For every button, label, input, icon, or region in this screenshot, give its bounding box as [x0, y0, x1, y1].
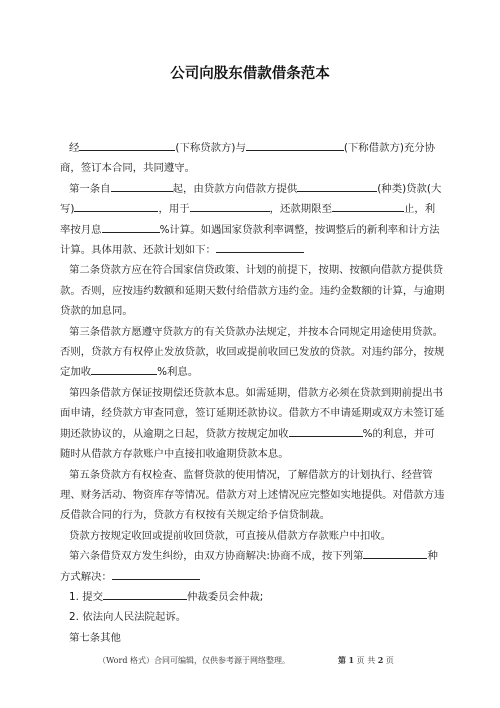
- blank-line: [79, 138, 175, 151]
- document-title: 公司向股东借款借条范本: [170, 66, 330, 82]
- blank-line: [190, 199, 270, 212]
- text-run: (下称贷款方)与: [175, 142, 246, 154]
- blank-line: [103, 587, 187, 600]
- paragraph-intro: [60, 138, 445, 179]
- text-run: %的利息，并可随时从借款方存款账户中直接扣收逾期贷款本息。: [60, 427, 435, 461]
- total-pages: 2: [377, 655, 384, 665]
- blank-line: [112, 567, 200, 580]
- blank-line: [91, 362, 157, 375]
- paragraph-article-1: [60, 179, 445, 261]
- text-run: 仲裁委员会仲裁;: [187, 590, 264, 603]
- paragraph-article-2: 第二条贷款方应在符合国家信贷政策、计划的前提下，按期、按额向借款方提供贷款。否则，应按违约数额和延期天数付给借款方违约金。违约金数额的计算，与逾期贷款的加息同。: [60, 264, 445, 318]
- text-run: 1. 提交: [69, 590, 103, 603]
- text-run: 经: [69, 142, 80, 154]
- blank-line: [363, 546, 427, 559]
- list-item-arbitration: [60, 587, 445, 607]
- page-suffix: 页: [385, 656, 394, 665]
- text-run: 第四条借款方保证按期偿还贷款本息。如需延期，借款方必须在贷款到期前提出书面申请，经贷款方审查同意，签订延期还款协议。借款方不申请延期或双方未签订延期还款协议的，从逾期之日起，贷款方按规定加收: [60, 386, 445, 440]
- blank-line: [289, 424, 363, 437]
- blank-line: [102, 220, 160, 233]
- page-number: [338, 655, 394, 666]
- text-run: ，用于: [158, 203, 190, 216]
- page-prefix: 第: [338, 655, 346, 665]
- document-body: [60, 138, 445, 648]
- paragraph-article-3: [60, 322, 445, 383]
- current-page: 1: [348, 655, 355, 665]
- text-run: (下称借款方)充分协商，签订本合同，共同遵守。: [60, 142, 436, 175]
- blank-line: [111, 179, 173, 192]
- page-mid: 页 共: [356, 656, 376, 665]
- paragraph-article-5: 第五条贷款方有权检查、监督贷款的使用情况，了解借款方的计划执行、经营管理、财务活动、物资库存等情况。借款方对上述情况应完整如实地提供。对借款方违反借款合同的行为，贷款方有权按有关规定给予信贷制裁。: [60, 468, 445, 522]
- paragraph-article-4: [60, 383, 445, 465]
- text-run: 起，由贷款方向借款方提供: [172, 182, 298, 195]
- paragraph-recovery: 贷款方按规定收回或提前收回贷款，可直接从借款方存款账户中扣收。: [69, 529, 392, 542]
- text-run: (种类)贷款(大写): [60, 182, 442, 216]
- text-run: 止，利率按月息: [60, 203, 436, 236]
- text-run: 种方式解决：: [60, 550, 438, 583]
- text-run: 第六条借贷双方发生纠纷，由双方协商解决:协商不成，按下列第: [69, 550, 364, 563]
- paragraph-article-7: 第七条其他: [69, 631, 121, 644]
- text-run: %利息。: [157, 366, 199, 379]
- blank-line: [246, 138, 344, 151]
- text-run: 第一条自: [69, 182, 111, 195]
- blank-line: [216, 240, 304, 253]
- text-run: 第三条借款方愿遵守贷款方的有关贷款办法规定，并按本合同规定用途使用贷款。否则，贷款方有权停止发放贷款，收回或提前收回已发放的贷款。对违约部分，按规定加收: [60, 325, 445, 379]
- paragraph-article-6: [60, 546, 445, 587]
- text-run: %计算。如遇国家贷款利率调整，按调整后的新利率和计方法计算。具体用款、还款计划如下：: [60, 223, 440, 257]
- text-run: ，还款期限至: [269, 203, 332, 216]
- footer-note: （Word 格式）合同可编辑，仅供参考源于网络整理。: [98, 656, 290, 665]
- blank-line: [74, 199, 158, 212]
- blank-line: [297, 179, 377, 192]
- list-item-court: 2. 依法向人民法院起诉。: [69, 611, 187, 624]
- blank-line: [332, 199, 404, 212]
